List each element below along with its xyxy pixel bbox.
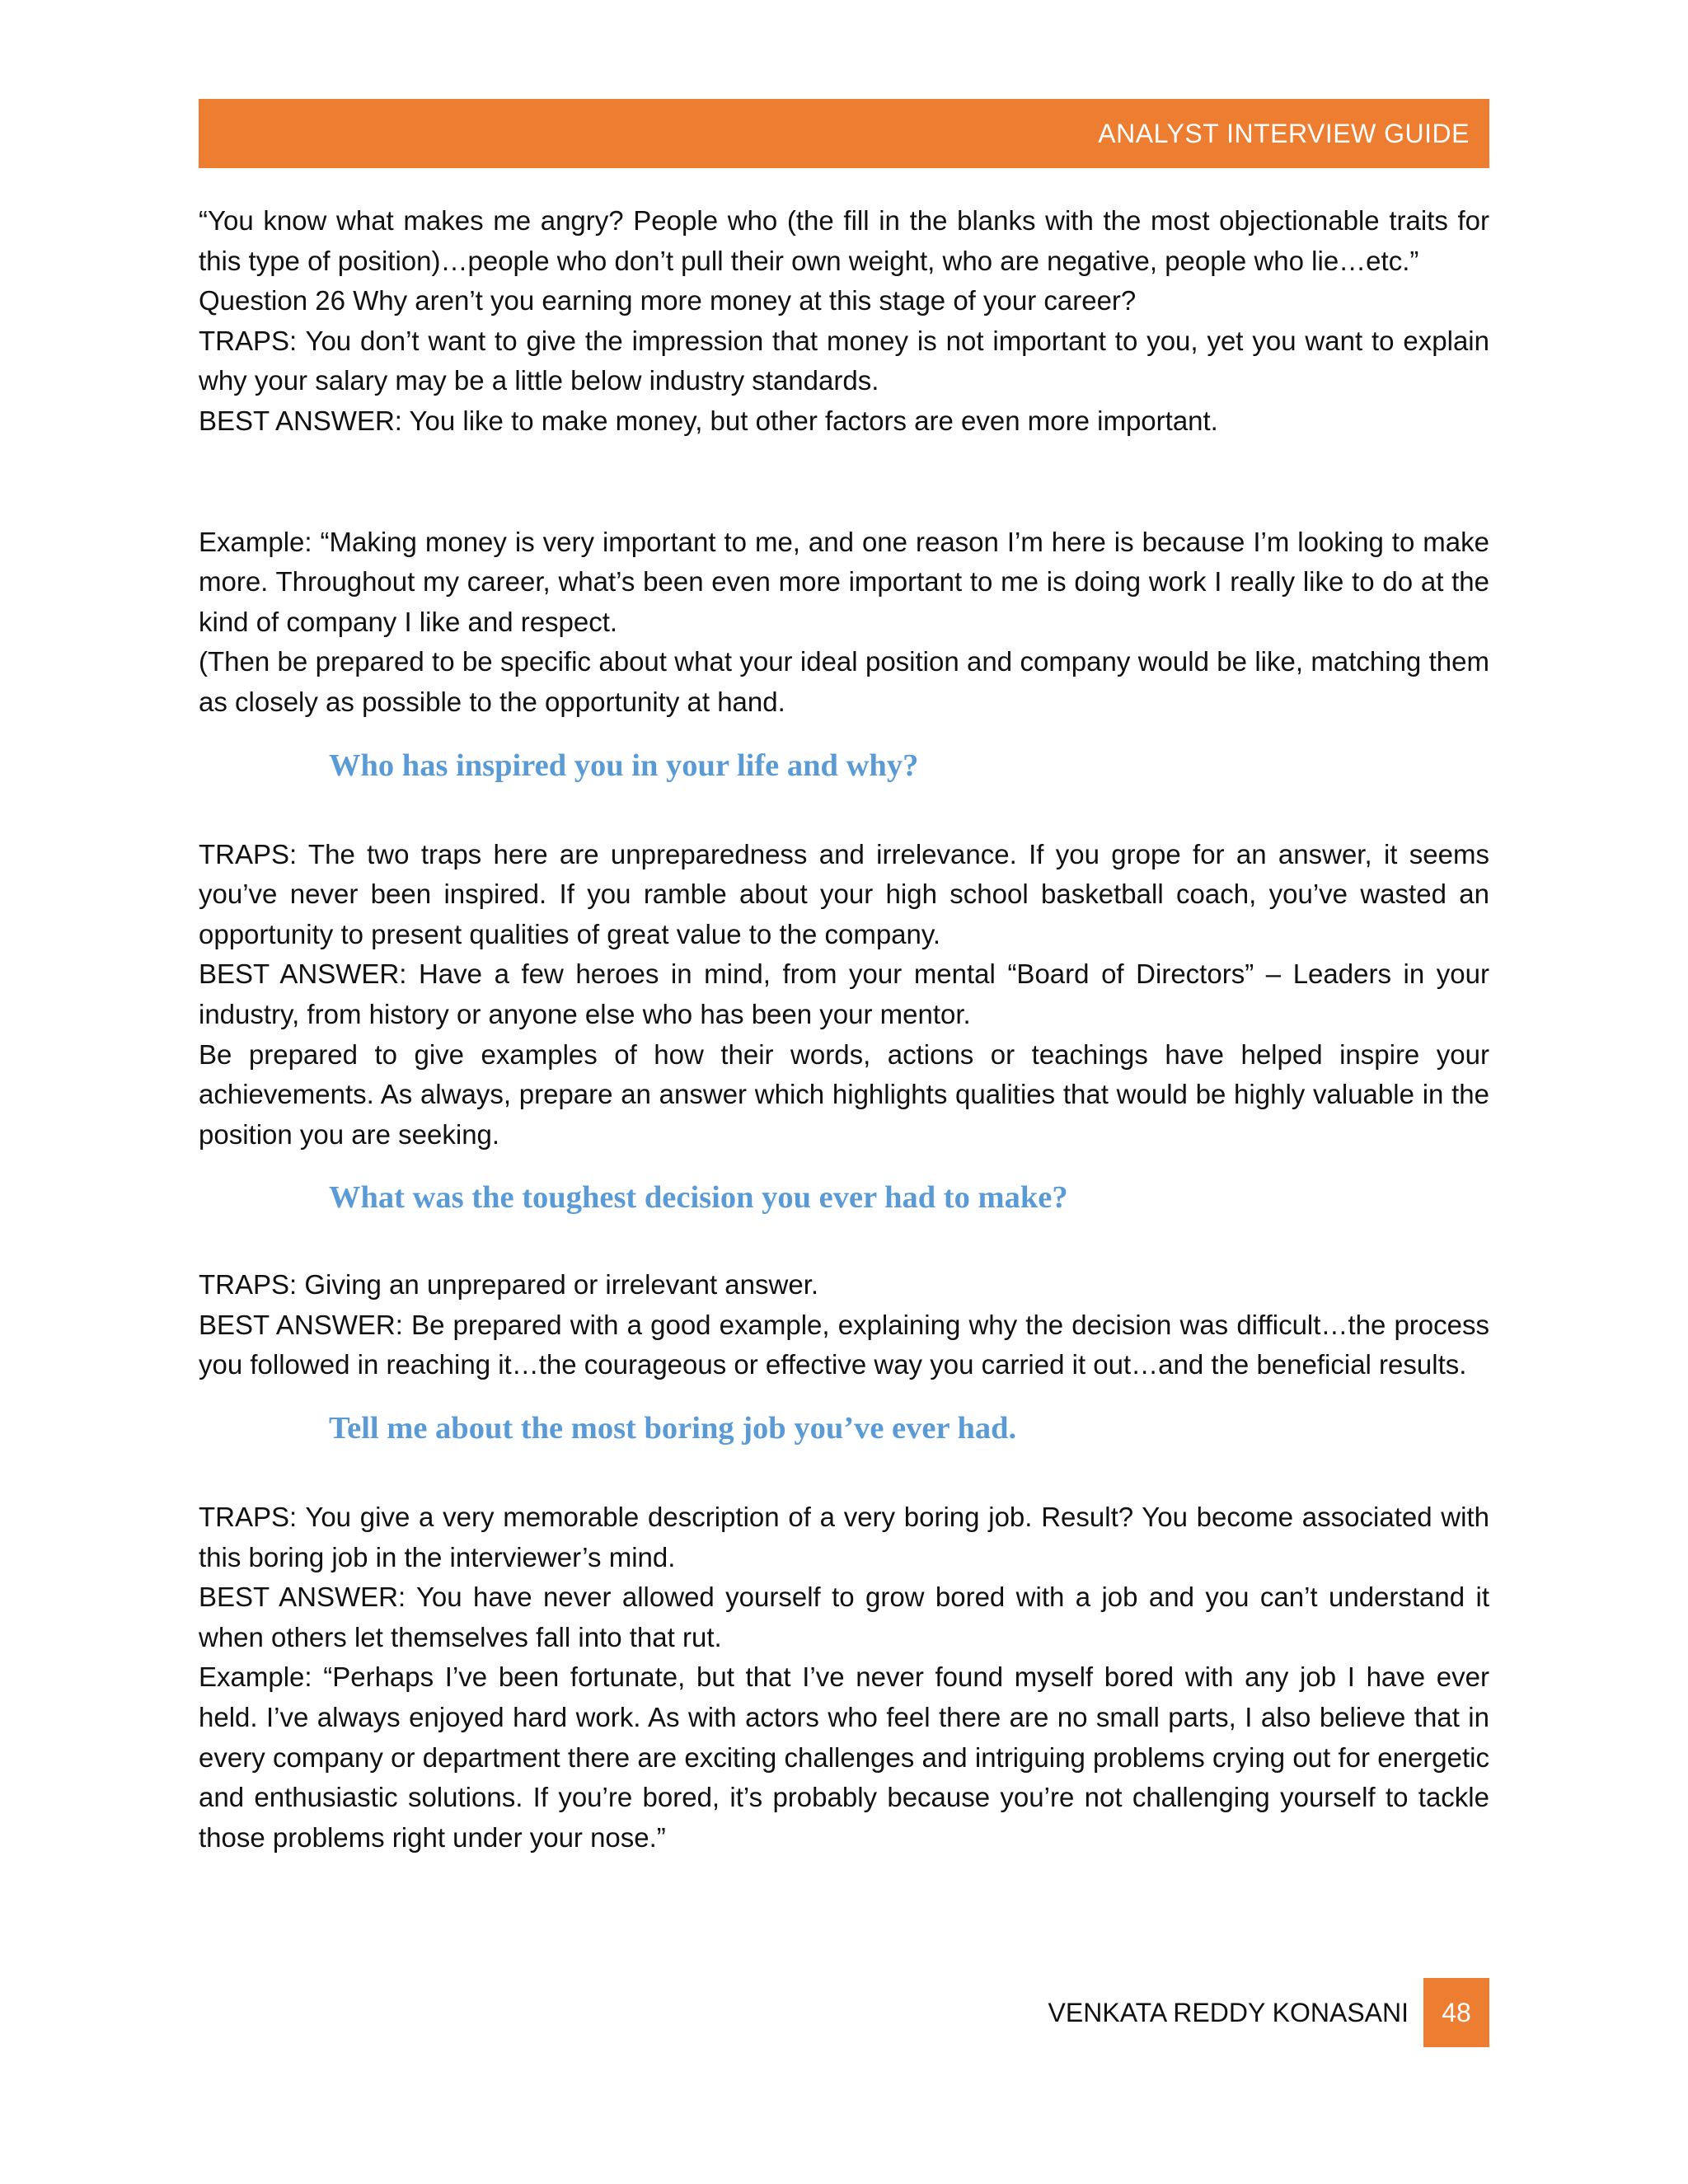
paragraph: (Then be prepared to be specific about what your ideal position and company would be like, matching them as closely as possible to the opportunity at hand. — [199, 646, 1489, 717]
footer-author: VENKATA REDDY KONASANI — [1048, 1997, 1409, 2027]
traps-paragraph: TRAPS: You don’t want to give the impression that money is not important to you, yet you want to explain why your salary may be a little below industry standards. — [199, 325, 1489, 396]
best-answer-paragraph: BEST ANSWER: Be prepared with a good example, explaining why the decision was difficult…the process you followed in reaching it…the courageous or effective way you carried it out…and the beneficial results. — [199, 1309, 1489, 1380]
section-heading: Tell me about the most boring job you’ve ever had. — [329, 1411, 1017, 1446]
section-heading: Who has inspired you in your life and why? — [329, 748, 919, 783]
paragraph: “You know what makes me angry? People who (the fill in the blanks with the most objectionable traits for this type of position)…people who don’t pull their own weight, who are negative, people who lie…etc.” — [199, 205, 1489, 276]
header-bar — [199, 99, 1489, 168]
spacer — [199, 442, 1489, 523]
page-number: 48 — [1423, 1978, 1489, 2047]
best-answer-paragraph: BEST ANSWER: You like to make money, but other factors are even more important. — [199, 405, 1218, 436]
paragraph: Be prepared to give examples of how their words, actions or teachings have helped inspire your achievements. As always, prepare an answer which highlights qualities that would be highly valuable in the position you are seeking. — [199, 1038, 1489, 1150]
best-answer-paragraph: BEST ANSWER: You have never allowed yourself to grow bored with a job and you can’t understand it when others let themselves fall into that rut. — [199, 1582, 1489, 1652]
page-content — [199, 201, 1489, 1858]
example-paragraph: Example: “Making money is very important to me, and one reason I’m here is because I’m looking to make more. Throughout my career, what’s been even more important to me is doing work I really like to do at the kind of company I like and respect. — [199, 526, 1489, 637]
page-footer — [1048, 1978, 1489, 2047]
best-answer-paragraph: BEST ANSWER: Have a few heroes in mind, from your mental “Board of Directors” – Leaders in your industry, from history or anyone else who has been your mentor. — [199, 958, 1489, 1029]
example-paragraph: Example: “Perhaps I’ve been fortunate, but that I’ve never found myself bored with any job I have ever held. I’ve always enjoyed hard work. As with actors who feel there are no small parts, I also believe that in every company or department there are exciting challenges and intriguing problems crying out for energetic and enthusiastic solutions. If you’re bored, it’s probably because you’re not challenging yourself to tackle those problems right under your nose.” — [199, 1661, 1489, 1853]
section-heading: What was the toughest decision you ever had to make? — [329, 1180, 1068, 1216]
traps-paragraph: TRAPS: You give a very memorable description of a very boring job. Result? You become associated with this boring job in the interviewer’s mind. — [199, 1502, 1489, 1572]
header-title: ANALYST INTERVIEW GUIDE — [1098, 119, 1470, 148]
traps-paragraph: TRAPS: The two traps here are unpreparedness and irrelevance. If you grope for an answer, it seems you’ve never been inspired. If you ramble about your high school basketball coach, you’ve wasted an opportunity to present qualities of great value to the company. — [199, 838, 1489, 949]
traps-paragraph: TRAPS: Giving an unprepared or irrelevant answer. — [199, 1269, 819, 1301]
question-title: Question 26 Why aren’t you earning more money at this stage of your career? — [199, 285, 1137, 316]
